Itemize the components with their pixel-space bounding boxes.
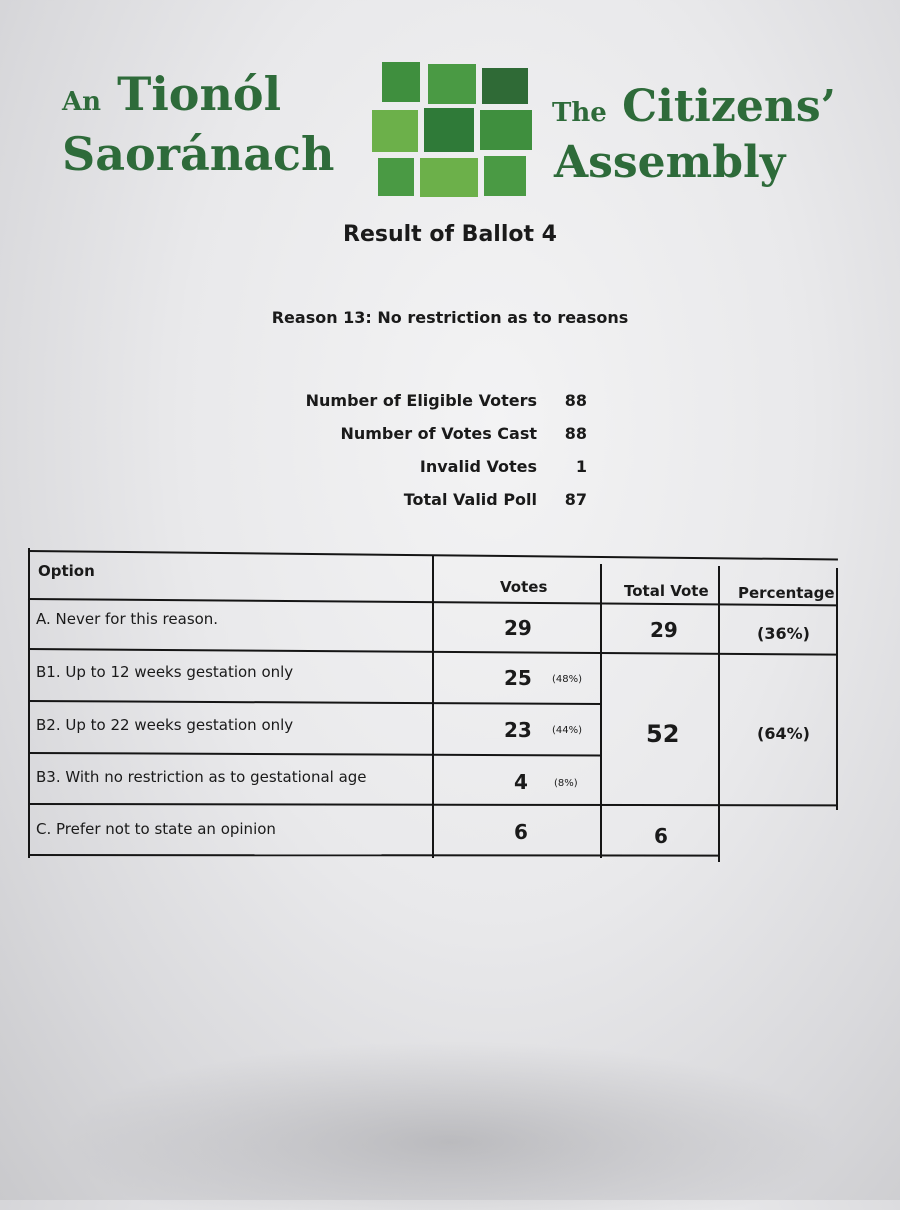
stat-row <box>220 450 600 483</box>
logo-tile <box>484 156 526 196</box>
logo-tile <box>378 158 414 196</box>
option-votes-percent: (8%) <box>554 778 578 789</box>
stat-row <box>220 483 600 516</box>
stat-value: 88 <box>564 391 587 410</box>
logo-tile <box>424 108 474 152</box>
option-votes: 23 <box>504 718 532 742</box>
table-border <box>28 752 602 757</box>
option-votes: 25 <box>504 666 532 690</box>
ballot-subtitle: Reason 13: No restriction as to reasons <box>271 308 629 327</box>
group-percentage: (36%) <box>757 624 810 643</box>
table-border <box>600 564 602 858</box>
group-total-vote: 52 <box>646 720 680 748</box>
photo-shadow <box>60 1040 840 1210</box>
table-border <box>28 548 30 858</box>
header-option: Option <box>38 562 95 580</box>
logo-english-line2: Assembly <box>554 137 786 188</box>
group-total-vote: 6 <box>654 824 668 848</box>
option-votes: 4 <box>514 770 528 794</box>
logo-mosaic-icon <box>372 62 534 197</box>
logo-tile <box>482 68 528 104</box>
option-votes: 29 <box>504 616 532 640</box>
option-label: C. Prefer not to state an opinion <box>36 820 276 838</box>
logo-irish-name <box>62 68 362 180</box>
stat-value: 1 <box>575 457 587 476</box>
option-votes: 6 <box>514 820 528 844</box>
logo-tile <box>372 110 418 152</box>
logo-tile <box>382 62 420 102</box>
group-total-vote: 29 <box>650 618 678 642</box>
logo-irish-small: An <box>62 87 102 117</box>
logo-english-name <box>552 82 852 188</box>
group-percentage: (64%) <box>757 724 810 743</box>
table-border <box>28 700 602 705</box>
option-label: B3. With no restriction as to gestational age <box>36 768 367 786</box>
stat-value: 87 <box>564 490 587 509</box>
stat-label: Total Valid Poll <box>403 490 537 509</box>
header-votes: Votes <box>500 578 548 596</box>
ballot-stats <box>220 384 600 516</box>
header-percentage: Percentage <box>738 584 835 602</box>
stat-row <box>220 384 600 417</box>
table-border <box>28 854 720 857</box>
option-votes-percent: (44%) <box>552 725 583 736</box>
page-title: Result of Ballot 4 <box>343 222 557 247</box>
stat-label: Invalid Votes <box>419 457 537 476</box>
stat-label: Number of Eligible Voters <box>305 391 537 410</box>
logo-tile <box>420 158 478 197</box>
stat-row <box>220 417 600 450</box>
header-total-vote: Total Vote <box>624 582 709 600</box>
logo-tile <box>428 64 476 104</box>
logo-tile <box>480 110 532 150</box>
logo-english-line1: Citizens’ <box>622 81 836 132</box>
table-border <box>718 566 720 862</box>
results-table <box>28 548 840 858</box>
logo-irish-line2: Saoránach <box>62 127 335 181</box>
logo-irish-line1: Tionól <box>117 67 282 121</box>
option-votes-percent: (48%) <box>552 674 583 685</box>
option-label: B2. Up to 22 weeks gestation only <box>36 716 294 734</box>
option-label: B1. Up to 12 weeks gestation only <box>36 663 294 681</box>
logo-english-small: The <box>552 98 607 128</box>
option-label: A. Never for this reason. <box>36 610 219 628</box>
stat-label: Number of Votes Cast <box>340 424 537 443</box>
stat-value: 88 <box>564 424 587 443</box>
